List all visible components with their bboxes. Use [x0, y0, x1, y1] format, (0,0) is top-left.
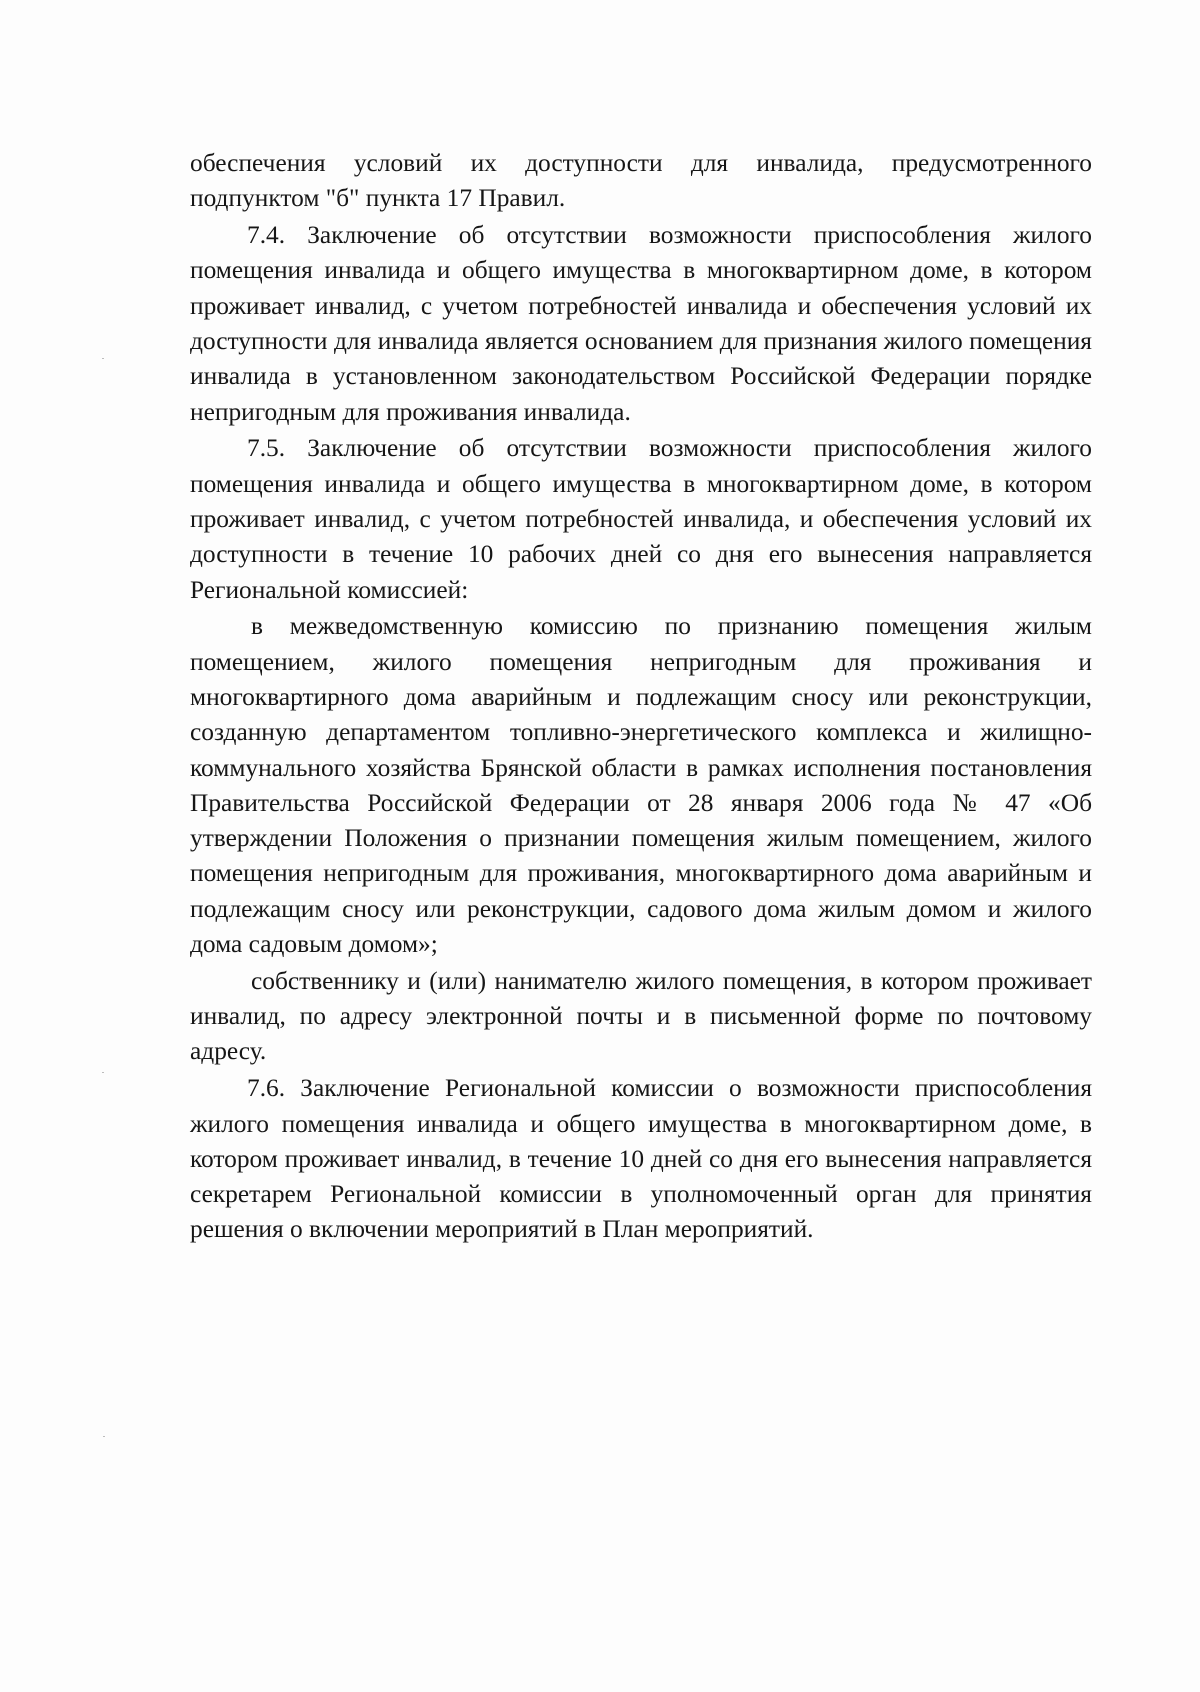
paragraph-7-4: 7.4. Заключение об отсутствии возможности приспособления жилого помещения инвалида и общего имущества в многоквартирном доме, в котором проживает инвалид, с учетом потребностей инвалида и обеспечения условий их доступности для инвалида является основанием для признания жилого помещения инвалида в установленном законодательством Российской Федерации порядке непригодным для проживания инвалида.: [190, 221, 1092, 426]
paragraph-7-5-item-2: собственнику и (или) нанимателю жилого помещения, в котором проживает инвалид, по адресу электронной почты и в письменной форме по почтовому адресу.: [190, 966, 1092, 1066]
scan-speck: [103, 1436, 105, 1437]
scan-speck: [102, 1072, 104, 1073]
paragraph-7-5-item-1: в межведомственную комиссию по признанию помещения жилым помещением, жилого помещения непригодным для проживания и многоквартирного дома аварийным и подлежащим сносу или реконструкции, созданную департаментом топливно-энергетического комплекса и жилищно-коммунального хозяйства Брянской области в рамках исполнения постановления Правительства Российской Федерации от 28 января 2006 года № 47 «Об утверждении Положения о признании помещения жилым помещением, жилого помещения непригодным для проживания, многоквартирного дома аварийным и подлежащим сносу или реконструкции, садового дома жилым домом и жилого дома садовым домом»;: [190, 612, 1092, 959]
paragraph-7-6: 7.6. Заключение Региональной комиссии о возможности приспособления жилого помещения инвалида и общего имущества в многоквартирном доме, в котором проживает инвалид, в течение 10 дней со дня его вынесения направляется секретарем Региональной комиссии в уполномоченный орган для принятия решения о включении мероприятий в План мероприятий.: [190, 1074, 1092, 1244]
document-body: [190, 146, 1092, 1249]
scan-speck: [102, 358, 104, 359]
paragraph-7-5: 7.5. Заключение об отсутствии возможности приспособления жилого помещения инвалида и общего имущества в многоквартирном доме, в котором проживает инвалид, с учетом потребностей инвалида, и обеспечения условий их доступности в течение 10 рабочих дней со дня его вынесения направляется Региональной комиссией:: [190, 434, 1092, 604]
paragraph-continuation: обеспечения условий их доступности для инвалида, предусмотренного подпунктом "б" пункта 17 Правил.: [190, 149, 1092, 213]
